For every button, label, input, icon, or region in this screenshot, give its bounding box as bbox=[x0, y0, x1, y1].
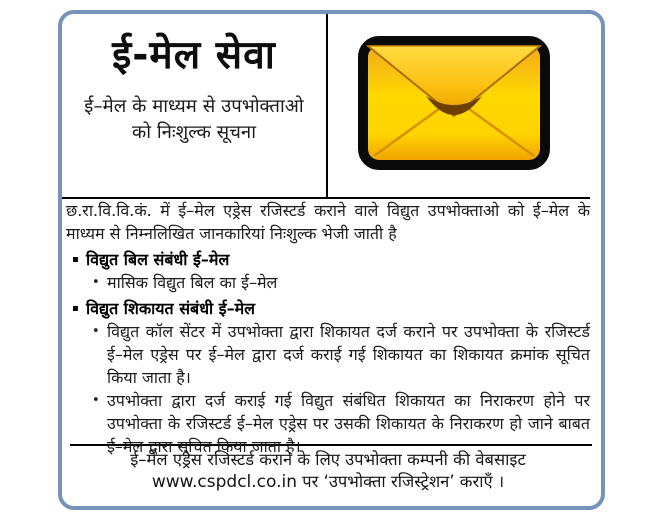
website-url: www.cspdcl.co.in bbox=[151, 472, 298, 492]
round-bullet-icon: • bbox=[92, 393, 100, 408]
subtitle-line-1: ई–मेल के माध्यम से उपभोक्ताओ bbox=[84, 96, 304, 117]
sub-bullet-text-monthly-bill: मासिक विद्युत बिल का ई–मेल bbox=[107, 273, 278, 292]
sub-bullet-complaint-registration bbox=[66, 320, 590, 389]
section-heading-complaint: विद्युत शिकायत संबंधी ई–मेल bbox=[86, 299, 256, 318]
footer-line-2 bbox=[66, 471, 590, 493]
round-bullet-icon: • bbox=[92, 275, 100, 290]
round-bullet-icon: • bbox=[92, 324, 100, 339]
intro-paragraph: छ.रा.वि.वि.कं. में ई–मेल एड्रेस रजिस्टर्ड कराने वाले विद्युत उपभोक्ताओ को ई–मेल के माध्यम से निम्नलिखित जानकारियां निःशुल्क भेजी जाती है bbox=[66, 201, 590, 243]
section-heading-bill: विद्युत बिल संबंधी ई–मेल bbox=[86, 250, 230, 269]
footer-line-1: ई–मेल एड्रेस रजिस्टर्ड कराने के लिए उपभोक्ता कम्पनी की वेबसाइट bbox=[130, 450, 526, 469]
bullet-item-complaint-email bbox=[66, 297, 590, 320]
header-vertical-divider bbox=[326, 14, 328, 198]
footer-line-2-rest: पर ‘उपभोक्ता रजिस्ट्रेशन’ कराएँ । bbox=[297, 472, 505, 491]
sub-bullet-text-complaint-resolution: उपभोक्ता द्वारा दर्ज कराई गई विद्युत संबंधित शिकायत का निराकरण होने पर उपभोक्ता के रजिस्टर्ड ई–मेल एड्रेस पर उसकी शिकायत के निराकरण हो जाने बाबत ई–मेल द्वारा सूचित किया जाता है। bbox=[107, 391, 590, 456]
sub-bullet-complaint-resolution bbox=[66, 389, 590, 458]
square-bullet-icon: ▪ bbox=[72, 254, 79, 265]
page-subtitle bbox=[64, 94, 324, 146]
email-envelope-icon bbox=[356, 34, 552, 172]
body-content bbox=[66, 199, 590, 458]
sub-bullet-monthly-bill bbox=[66, 271, 590, 294]
footer-note bbox=[66, 449, 590, 493]
subtitle-line-2: को निःशुल्क सूचना bbox=[131, 122, 256, 143]
page-title: ई-मेल सेवा bbox=[112, 33, 276, 78]
bullet-item-bill-email bbox=[66, 248, 590, 271]
square-bullet-icon: ▪ bbox=[72, 303, 79, 314]
header-title-panel bbox=[64, 30, 324, 146]
sub-bullet-text-complaint-registration: विद्युत कॉल सेंटर में उपभोक्ता द्वारा शिकायत दर्ज कराने पर उपभोक्ता के रजिस्टर्ड ई–मेल एड्रेस पर ई–मेल द्वारा दर्ज कराई गई शिकायत का शिकायत क्रमांक सूचित किया जाता है। bbox=[107, 322, 590, 387]
